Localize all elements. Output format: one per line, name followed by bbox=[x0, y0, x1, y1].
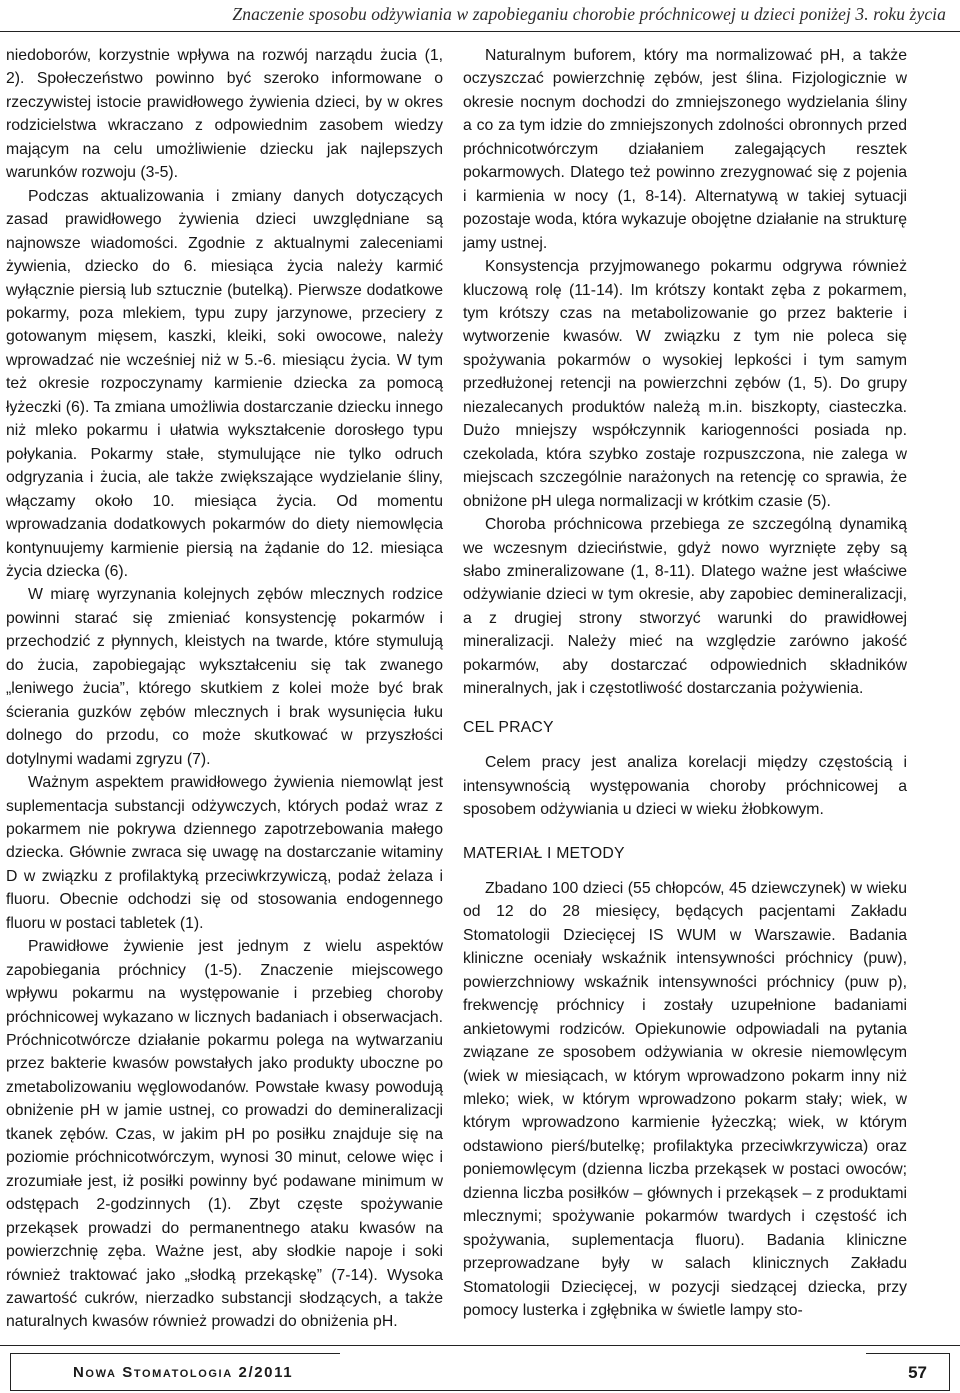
paragraph: Konsystencja przyjmowanego pokarmu odgrywa również kluczową rolę (11-14). Im krótszy kontakt zęba z pokarmem, tym krótszy czas na metabolizowanie go przez bakterie i wytworzenie kwasów. W związku z tym nie poleca się spożywania pokarmów o wysokiej lepkości i tym samym przedłużonej retencji na powierzchni zębów (1, 5). Do grupy niezalecanych produktów należą m.in. biszkopty, ciasteczka. Dużo mniejszy współczynnik kariogenności posiada np. czekolada, która szybko zostaje rozpuszczona, nie zalega w miejscach szczególnie narażonych na retencję co sprawia, że obniżone pH ulega normalizacji w krótkim czasie (5). bbox=[463, 258, 907, 510]
journal-name: Nowa Stomatologia 2/2011 bbox=[10, 1353, 340, 1391]
footer-divider bbox=[340, 1390, 950, 1391]
page-number: 57 bbox=[866, 1353, 950, 1391]
paragraph: W miarę wyrzynania kolejnych zębów mlecznych rodzice powinni starać się zmieniać konsystencję pokarmów i przechodzić z płynnych, kleistych na twarde, które stymulują do żucia, zapobiegając wykształceniu się tak zwanego „leniwego żucia”, którego skutkiem z kolei może być brak ścierania guzków zębów mlecznych i brak wysunięcia łuku dolnego do przodu, co może skutkować w przyszłości dotylnymi wadami zgryzu (7). bbox=[6, 586, 443, 768]
running-title: Znaczenie sposobu odżywiania w zapobieganiu chorobie próchnicowej u dzieci poniżej 3. roku życia bbox=[232, 4, 946, 24]
paragraph: Choroba próchnicowa przebiega ze szczególną dynamiką we wczesnym dzieciństwie, gdyż nowo wyrznięte zęby są słabo zmineralizowane (1, 8-11). Dlatego ważne jest właściwe odżywianie dzieci w tym okresie, aby zapobiec demineralizacji, a z drugiej strony stworzyć warunki do prawidłowej mineralizacji. Należy mieć na względzie zarówno jakość pokarmów, aby dostarczać odpowiednich składników mineralnych, jak i częstotliwość dostarczania pożywienia. bbox=[463, 516, 907, 698]
paragraph: Celem pracy jest analiza korelacji między częstością i intensywnością występowania choroby próchnicowej a sposobem odżywiania u dzieci w wieku żłobkowym. bbox=[463, 754, 907, 819]
paragraph: Ważnym aspektem prawidłowego żywienia niemowląt jest suplementacja substancji odżywczych, których podaż wraz z pokarmem nie pokrywa dziennego zapotrzebowania małego dziecka. Głównie zwraca się uwagę na dostarczanie witaminy D w związku z profilaktyką przeciwkrzywiczą, podaż żelaza i fluoru. Obecnie odchodzi się od stosowania endogennego fluoru w postaci tabletek (1). bbox=[6, 774, 443, 932]
footer-rule bbox=[0, 1345, 960, 1346]
paragraph: Podczas aktualizowania i zmiany danych dotyczących zasad prawidłowego żywienia dzieci uwzględniane są najnowsze wiadomości. Zgodnie z aktualnymi zaleceniami żywienia, dziecko do 6. miesiąca życia należy karmić wyłącznie piersią lub sztucznie (butelką). Pierwsze dodatkowe pokarmy, poza mlekiem, typu zupy jarzynowe, przeciery z gotowanym mięsem, kaszki, kleiki, soki owocowe, należy wprowadzać nie wcześniej niż w 5.-6. miesiącu życia. W tym też okresie rozpoczynamy karmienie dziecka za pomocą łyżeczki (6). Ta zmiana umożliwia dostarczanie dziecku innego niż mleko pokarmu i ułatwia wykształcenie dorosłego typu połykania. Pokarmy stałe, stymulujące nie tylko odruch odgryzania i żucia, ale także zwiększające wydzielanie śliny, włączamy około 10. miesiąca życia. Od momentu wprowadzania dodatkowych pokarmów do diety niemowlęcia kontynuujemy karmienie piersią na żądanie do 12. miesiąca życia dziecka (6). bbox=[6, 187, 443, 580]
header-rule bbox=[0, 31, 960, 32]
paragraph: Naturalnym buforem, który ma normalizować pH, a także oczyszczać powierzchnię zębów, jest ślina. Fizjologicznie w okresie nocnym dochodzi do zmniejszonego wydzielania śliny a co za tym idzie do zmniejszonych zdolności obronnych przed próchnicotwórczym działaniem zalegających resztek pokarmowych. Dlatego też powinno zrezygnować się z pojenia i karmienia w nocy (1, 8-14). Alternatywą w takiej sytuacji pozostaje woda, która wykazuje obojętne działanie na strukturę jamy ustnej. bbox=[463, 47, 907, 252]
section-heading-methods: MATERIAŁ I METODY bbox=[463, 844, 625, 862]
right-column bbox=[463, 44, 907, 1323]
paragraph: niedoborów, korzystnie wpływa na rozwój narządu żucia (1, 2). Społeczeństwo powinno być szeroko informowane o rzeczywistej istocie prawidłowego żywienia dzieci, by w okres rodzicielstwa wkraczano z odpowiednim zasobem wiedzy mającym na celu umożliwienie dziecku jak najlepszych warunków rozwoju (3-5). bbox=[6, 47, 443, 182]
paragraph: Prawidłowe żywienie jest jednym z wielu aspektów zapobiegania próchnicy (1-5). Znaczenie miejscowego wpływu pokarmu na występowanie i przebieg choroby próchnicowej wykazano w licznych badaniach i obserwacjach. Próchnicotwórcze działanie pokarmu polega na wytwarzaniu przez bakterie kwasów powstałych jako produkty uboczne po zmetabolizowaniu węglowodanów. Powstałe kwasy powodują obniżenie pH w jamie ustnej, co prowadzi do demineralizacji tkanek zębów. Czas, w jakim pH po posiłku znajduje się na poziomie próchnicotwórczym, wynosi 30 minut, celowe więc i zrozumiałe jest, iż posiłki powinny być podawane minimum w odstępach 2-godzinnych (1). Zbyt częste spożywanie przekąsek prowadzi do permanentnego ataku kwasów na powierzchnię zęba. Ważne jest, aby słodkie napoje i soki również traktować jako „słodką przekąskę” (7-14). Wysoka zawartość cukrów, nierzadko substancji słodzących, a także naturalnych kwasów również prowadzi do obniżenia pH. bbox=[6, 938, 443, 1331]
section-heading-aim: CEL PRACY bbox=[463, 718, 554, 736]
paragraph: Zbadano 100 dzieci (55 chłopców, 45 dziewczynek) w wieku od 12 do 28 miesięcy, będących pacjentami Zakładu Stomatologii Dziecięcej IS WUM w Warszawie. Badania kliniczne oceniały wskaźnik intensywności próchnicy (puw), powierzchniowy wskaźnik intensywności próchnicy (puw p), frekwencję próchnicy i zostały uzupełnione badaniami ankietowymi rodziców. Opiekunowie odpowiadali na pytania związane ze sposobem odżywiania w okresie niemowlęcym (wiek w miesiącach, w którym wprowadzono pokarm inny niż mleko; wiek, w którym wprowadzono pokarm stały; wiek, w którym wprowadzono karmienie łyżeczką; wiek, w którym odstawiono pierś/butelkę; profilaktyka przeciwkrzywicza) oraz poniemowlęcym (dzienna liczba przekąsek w postaci owoców; dzienna liczba posiłków – głównych i przekąsek – z produktami mlecznymi; spożywanie pokarmów twardych i częstość ich spożywania, suplementacja fluoru). Badania kliniczne przeprowadzane były w salach klinicznych Zakładu Stomatologii Dziecięcej, w pozycji siedzącej dziecka, przy pomocy lusterka i zgłębnika w świetle lampy sto- bbox=[463, 879, 907, 1320]
left-column bbox=[6, 44, 443, 1334]
